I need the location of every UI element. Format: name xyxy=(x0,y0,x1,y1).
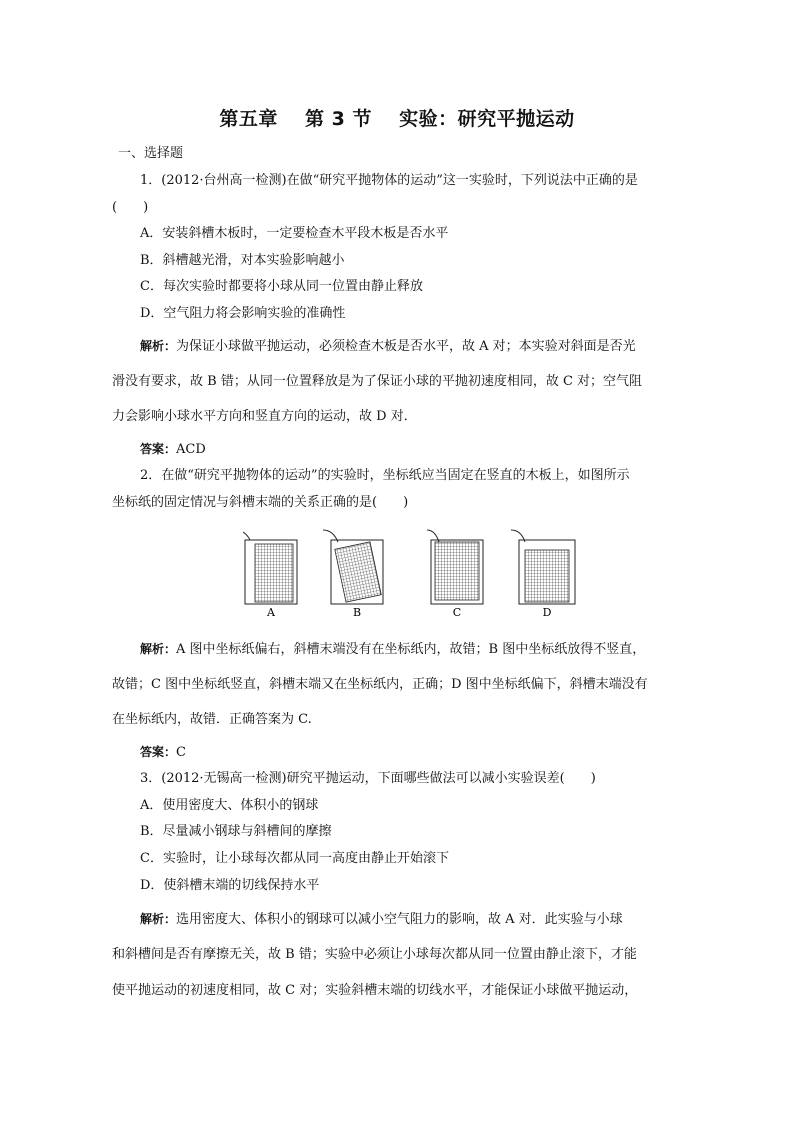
answer-label: 答案： xyxy=(140,745,177,759)
q1-option-a: A．安装斜槽木板时，一定要检查木平段木板是否水平 xyxy=(140,226,449,241)
analysis-label: 解析： xyxy=(140,339,177,353)
section-heading: 一、选择题 xyxy=(118,146,184,161)
q3-analysis-line1 xyxy=(140,910,623,929)
analysis-label: 解析： xyxy=(140,912,177,926)
q3-analysis-line2: 和斜槽间是否有摩擦无关，故 B 错；实验中必须让小球每次都从同一位置由静止滚下，才能 xyxy=(112,947,637,962)
section-label: 第 3 节 xyxy=(305,108,372,130)
q3-option-a: A．使用密度大、体积小的钢球 xyxy=(140,798,319,813)
q1-option-d: D．空气阻力将会影响实验的准确性 xyxy=(140,306,346,321)
q1-analysis-line1 xyxy=(140,337,636,356)
q2-answer-value: C xyxy=(176,745,186,760)
figure-label-d: D xyxy=(542,606,552,619)
q3-option-b: B．尽量减小钢球与斜槽间的摩擦 xyxy=(140,824,332,839)
figure-label-c: C xyxy=(452,606,462,619)
coordinate-paper-figure xyxy=(243,528,583,620)
figure-option-c xyxy=(427,530,483,619)
q1-option-b: B．斜槽越光滑，对本实验影响越小 xyxy=(140,253,345,268)
q3-option-c: C．实验时，让小球每次都从同一高度由静止开始滚下 xyxy=(140,851,449,866)
q1-analysis-line3: 力会影响小球水平方向和竖直方向的运动，故 D 对． xyxy=(112,409,417,424)
answer-label: 答案： xyxy=(140,442,177,456)
figure-label-b: B xyxy=(352,606,362,619)
q1-answer xyxy=(140,440,206,459)
q2-analysis-line1 xyxy=(140,640,645,659)
chapter-label: 第五章 xyxy=(219,108,278,130)
q3-analysis-text: 选用密度大、体积小的钢球可以减小空气阻力的影响，故 A 对．此实验与小球 xyxy=(176,912,623,927)
q3-analysis-line3: 使平抛运动的初速度相同，故 C 对；实验斜槽末端的切线水平，才能保证小球做平抛运动， xyxy=(112,983,638,998)
q2-answer xyxy=(140,743,186,762)
topic-label: 实验：研究平抛运动 xyxy=(399,108,575,130)
analysis-label: 解析： xyxy=(140,642,177,656)
q1-stem-line1: 1．(2012·台州高一检测)在做“研究平抛物体的运动”这一实验时，下列说法中正确的是 xyxy=(140,173,638,188)
q3-stem-line1: 3．(2012·无锡高一检测)研究平抛运动，下面哪些做法可以减小实验误差( ) xyxy=(140,771,596,786)
q3-option-d: D．使斜槽末端的切线保持水平 xyxy=(140,878,320,893)
figure-label-a: A xyxy=(267,606,275,619)
figure-option-a xyxy=(243,530,297,619)
figure-option-d xyxy=(511,530,575,619)
q2-stem-line1: 2．在做“研究平抛物体的运动”的实验时，坐标纸应当固定在竖直的木板上，如图所示 xyxy=(140,468,630,483)
q2-analysis-line2: 故错；C 图中坐标纸竖直，斜槽末端又在坐标纸内，正确；D 图中坐标纸偏下，斜槽末端没有 xyxy=(112,677,648,692)
q2-analysis-line3: 在坐标纸内，故错．正确答案为 C. xyxy=(112,712,312,727)
page-title xyxy=(0,104,794,131)
q1-stem-line2: ( ) xyxy=(112,200,149,215)
q2-analysis-text: A 图中坐标纸偏右，斜槽末端没有在坐标纸内，故错；B 图中坐标纸放得不竖直， xyxy=(176,642,646,657)
figure-option-b xyxy=(323,530,383,619)
q1-analysis-text: 为保证小球做平抛运动，必须检查木板是否水平，故 A 对；本实验对斜面是否光 xyxy=(176,339,636,354)
q1-option-c: C．每次实验时都要将小球从同一位置由静止释放 xyxy=(140,279,423,294)
q1-answer-value: ACD xyxy=(176,442,206,457)
q2-stem-line2: 坐标纸的固定情况与斜槽末端的关系正确的是( ) xyxy=(112,495,409,510)
q1-analysis-line2: 滑没有要求，故 B 错；从同一位置释放是为了保证小球的平抛初速度相同，故 C 对；空气阻 xyxy=(112,374,643,389)
